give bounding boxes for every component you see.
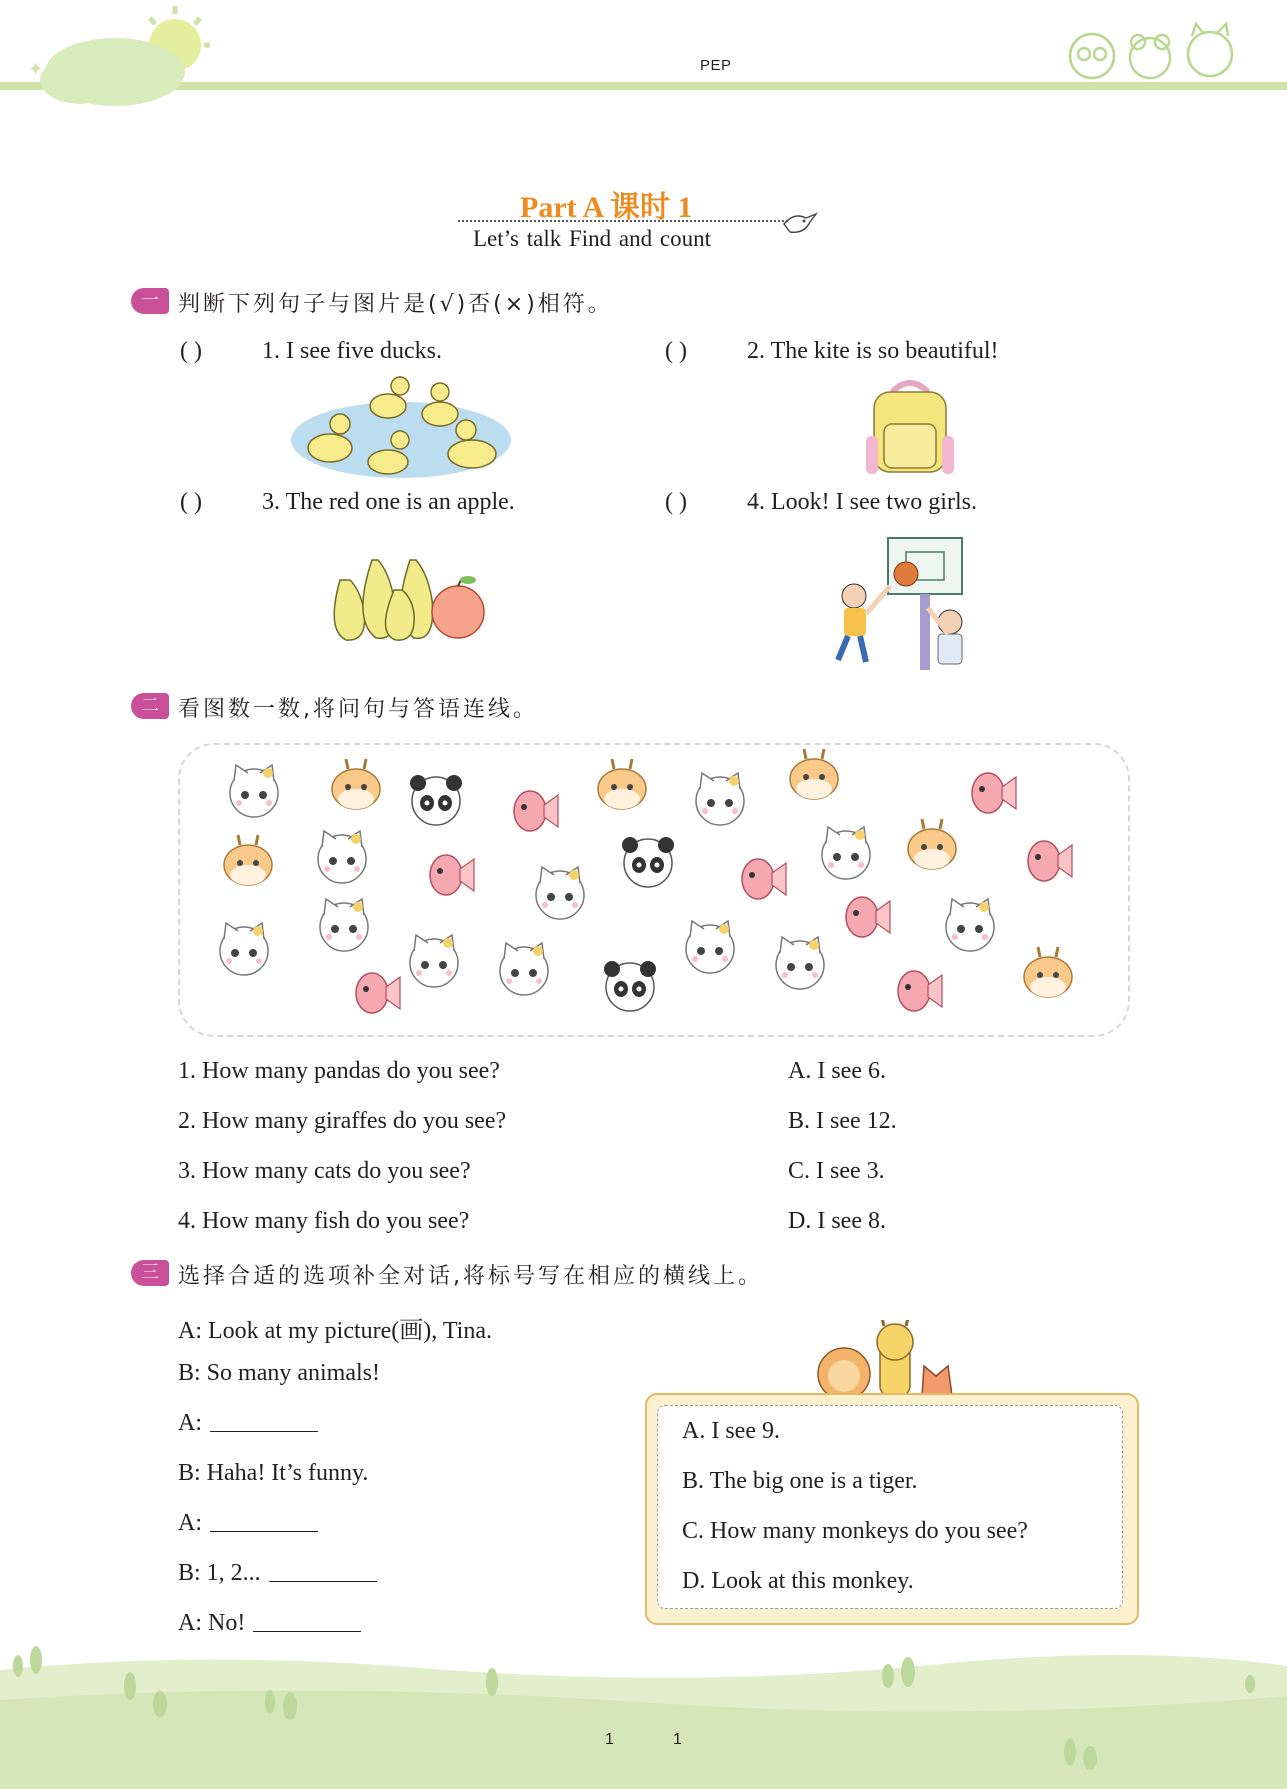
- fish-face: [898, 971, 942, 1011]
- lesson-subtitle: Let’s talk Find and count: [473, 226, 711, 251]
- cat-face: [220, 923, 268, 975]
- giraffe-face: [224, 835, 272, 885]
- dialogue-speaker: B: 1, 2...: [178, 1560, 261, 1586]
- question-4: 4. How many fish do you see?: [178, 1208, 470, 1234]
- fish-face: [742, 859, 786, 899]
- dialogue-line-3: [178, 1410, 318, 1437]
- option-c: C. How many monkeys do you see?: [682, 1518, 1028, 1544]
- answer-blank-3[interactable]: [269, 1581, 377, 1582]
- section-2-marker: 二: [131, 693, 169, 719]
- cat-face: [230, 765, 278, 817]
- lion-giraffe-fox-decoration: [812, 1320, 962, 1396]
- item-3-text: 3. The red one is an apple.: [262, 489, 515, 515]
- section-1-instruction: 判断下列句子与图片是(√)否(×)相符。: [178, 292, 613, 317]
- question-3: 3. How many cats do you see?: [178, 1158, 471, 1184]
- cat-face: [500, 943, 548, 995]
- fish-face: [846, 897, 890, 937]
- cat-face: [946, 899, 994, 951]
- answer-c: C. I see 3.: [788, 1158, 885, 1184]
- option-d: D. Look at this monkey.: [682, 1568, 914, 1594]
- dialogue-line-2: B: So many animals!: [178, 1360, 380, 1386]
- pears-apple-picture: [316, 550, 488, 644]
- item-1-text: 1. I see five ducks.: [262, 338, 442, 364]
- answer-d: D. I see 8.: [788, 1208, 886, 1234]
- section-2-instruction: 看图数一数,将问句与答语连线。: [178, 697, 538, 722]
- cat-face: [410, 935, 458, 987]
- dialogue-line-1: A: Look at my picture(画), Tina.: [178, 1318, 492, 1344]
- fish-face: [356, 973, 400, 1013]
- fish-face: [1028, 841, 1072, 881]
- answer-blank-1[interactable]: [210, 1431, 318, 1432]
- dialogue-speaker: A:: [178, 1510, 202, 1536]
- answer-a: A. I see 6.: [788, 1058, 886, 1084]
- answer-b: B. I see 12.: [788, 1108, 897, 1134]
- page-number-right: 1: [673, 1731, 682, 1748]
- cat-face: [696, 773, 744, 825]
- animal-faces-illustration: [178, 743, 1128, 1037]
- item-3-bracket[interactable]: ( ): [180, 489, 202, 515]
- basketball-kids-picture: [830, 536, 982, 670]
- giraffe-face: [790, 749, 838, 799]
- panda-face: [604, 961, 656, 1011]
- cat-face: [822, 827, 870, 879]
- ducks-picture: [290, 374, 512, 480]
- item-1-bracket[interactable]: ( ): [180, 338, 202, 364]
- cat-face: [536, 867, 584, 919]
- fish-face: [430, 855, 474, 895]
- cat-face: [318, 831, 366, 883]
- animal-faces-decoration: [1060, 20, 1250, 85]
- cat-face: [320, 899, 368, 951]
- svg-text:✦: ✦: [28, 59, 44, 79]
- dialogue-line-5: [178, 1510, 318, 1537]
- panda-face: [410, 775, 462, 825]
- dialogue-line-4: B: Haha! It’s funny.: [178, 1460, 369, 1486]
- section-3-instruction: 选择合适的选项补全对话,将标号写在相应的横线上。: [178, 1264, 763, 1289]
- item-2-text: 2. The kite is so beautiful!: [747, 338, 999, 364]
- question-1: 1. How many pandas do you see?: [178, 1058, 500, 1084]
- title-dotted-rule: [458, 220, 788, 222]
- giraffe-face: [332, 759, 380, 809]
- fish-face: [972, 773, 1016, 813]
- dialogue-line-6: [178, 1560, 377, 1587]
- section-3-marker: 三: [131, 1260, 169, 1286]
- item-2-bracket[interactable]: ( ): [665, 338, 687, 364]
- dialogue-speaker: A:: [178, 1410, 202, 1436]
- grass-hills-background: [0, 1640, 1287, 1789]
- panda-face: [622, 837, 674, 887]
- schoolbag-picture: [864, 376, 956, 484]
- item-4-bracket[interactable]: ( ): [665, 489, 687, 515]
- sun-cloud-decoration: [20, 0, 210, 115]
- item-4-text: 4. Look! I see two girls.: [747, 489, 977, 515]
- header-code: PEP: [700, 57, 732, 74]
- page-title: Part A 课时 1: [520, 191, 693, 224]
- question-2: 2. How many giraffes do you see?: [178, 1108, 507, 1134]
- option-a: A. I see 9.: [682, 1418, 780, 1444]
- giraffe-face: [1024, 947, 1072, 997]
- dialogue-line-7: [178, 1610, 361, 1637]
- answer-blank-4[interactable]: [253, 1631, 361, 1632]
- giraffe-face: [908, 819, 956, 869]
- page-number-left: 1: [605, 1731, 614, 1748]
- option-b: B. The big one is a tiger.: [682, 1468, 918, 1494]
- cat-face: [686, 921, 734, 973]
- dialogue-speaker: A: No!: [178, 1610, 246, 1636]
- fish-face: [514, 791, 558, 831]
- answer-blank-2[interactable]: [210, 1531, 318, 1532]
- giraffe-face: [598, 759, 646, 809]
- cat-face: [776, 937, 824, 989]
- section-1-marker: 一: [131, 288, 169, 314]
- bird-icon: [782, 210, 820, 236]
